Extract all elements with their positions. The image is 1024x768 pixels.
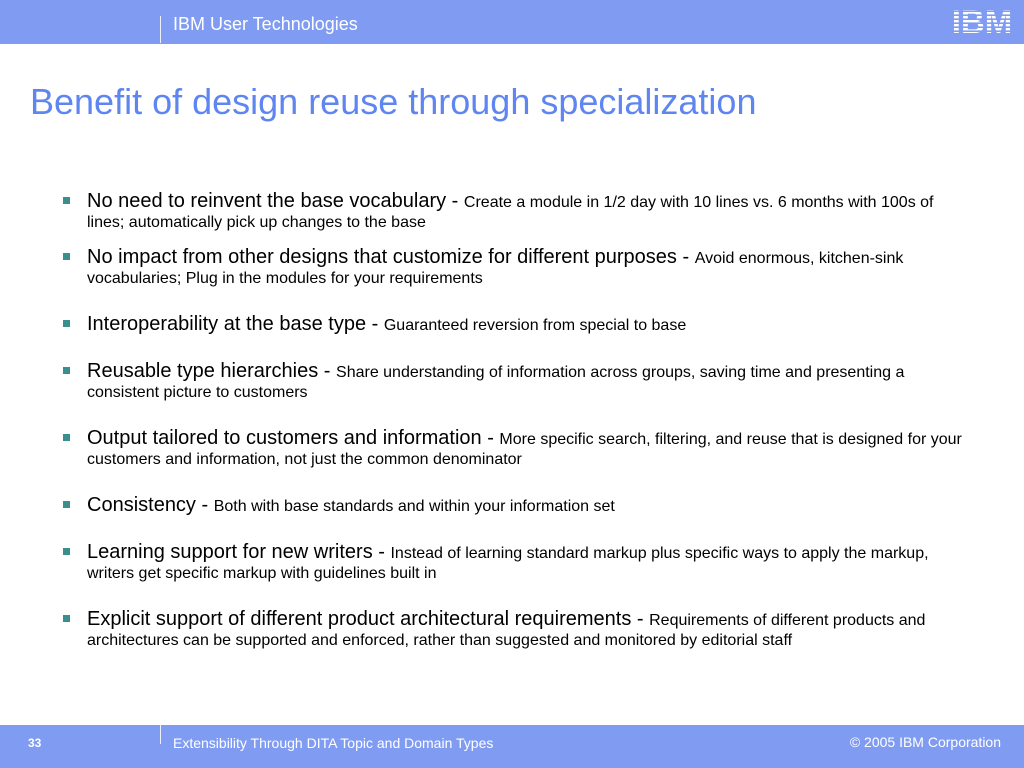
bullet-detail: Requirements of different products and architectures can be supported and enforced, rather than suggested and monitored by editorial staff — [87, 612, 926, 649]
bullet-lead: Explicit support of different product architectural requirements - — [87, 608, 650, 630]
bullet-item — [62, 361, 967, 403]
bullet-square-icon — [63, 367, 70, 374]
bullet-square-icon — [63, 434, 70, 441]
header-divider — [160, 16, 161, 43]
bullet-item — [62, 609, 967, 651]
bullet-item — [62, 191, 967, 233]
bullet-lead: Output tailored to customers and information - — [87, 427, 500, 449]
bullet-detail: Instead of learning standard markup plus specific ways to apply the markup, writers get specific markup with guidelines built in — [87, 545, 929, 582]
bullet-lead: No need to reinvent the base vocabulary - — [87, 190, 464, 212]
bullet-detail: Share understanding of information across groups, saving time and presenting a consistent picture to customers — [87, 364, 905, 401]
footer-divider — [160, 725, 161, 744]
bullet-square-icon — [63, 548, 70, 555]
bullet-detail: Both with base standards and within your information set — [213, 498, 615, 515]
copyright-notice: © 2005 IBM Corporation — [849, 734, 1001, 750]
ibm-logo — [946, 4, 1018, 36]
bullet-detail: Guaranteed reversion from special to base — [383, 317, 687, 334]
bullet-item — [62, 428, 967, 470]
bullet-detail: Avoid enormous, kitchen-sink vocabularies; Plug in the modules for your requirements — [87, 250, 904, 287]
bullet-lead: Interoperability at the base type - — [87, 313, 384, 335]
bullet-square-icon — [63, 615, 70, 622]
footer-bar — [0, 725, 1024, 768]
header-org-name: IBM User Technologies — [173, 14, 358, 34]
bullet-detail: Create a module in 1/2 day with 10 lines vs. 6 months with 100s of lines; automatically pick up changes to the base — [87, 194, 934, 231]
bullet-list — [62, 191, 967, 651]
bullet-square-icon — [63, 197, 70, 204]
header-bar — [0, 0, 1024, 44]
bullet-item — [62, 542, 967, 584]
bullet-square-icon — [63, 320, 70, 327]
bullet-square-icon — [63, 501, 70, 508]
bullet-item — [62, 247, 967, 289]
bullet-detail: More specific search, filtering, and reuse that is designed for your customers and information, not just the common denominator — [87, 431, 962, 468]
bullet-item — [62, 495, 967, 517]
bullet-lead: Consistency - — [87, 494, 214, 516]
ibm-logo-text: IBM — [951, 4, 1013, 36]
course-title: Extensibility Through DITA Topic and Domain Types — [173, 735, 494, 751]
bullet-lead: Learning support for new writers - — [87, 541, 391, 563]
page-number: 33 — [28, 736, 42, 750]
bullet-square-icon — [63, 253, 70, 260]
bullet-lead: No impact from other designs that customize for different purposes - — [87, 246, 695, 268]
slide-title: Benefit of design reuse through specialization — [30, 81, 757, 122]
bullet-item — [62, 314, 967, 336]
bullet-lead: Reusable type hierarchies - — [87, 360, 337, 382]
